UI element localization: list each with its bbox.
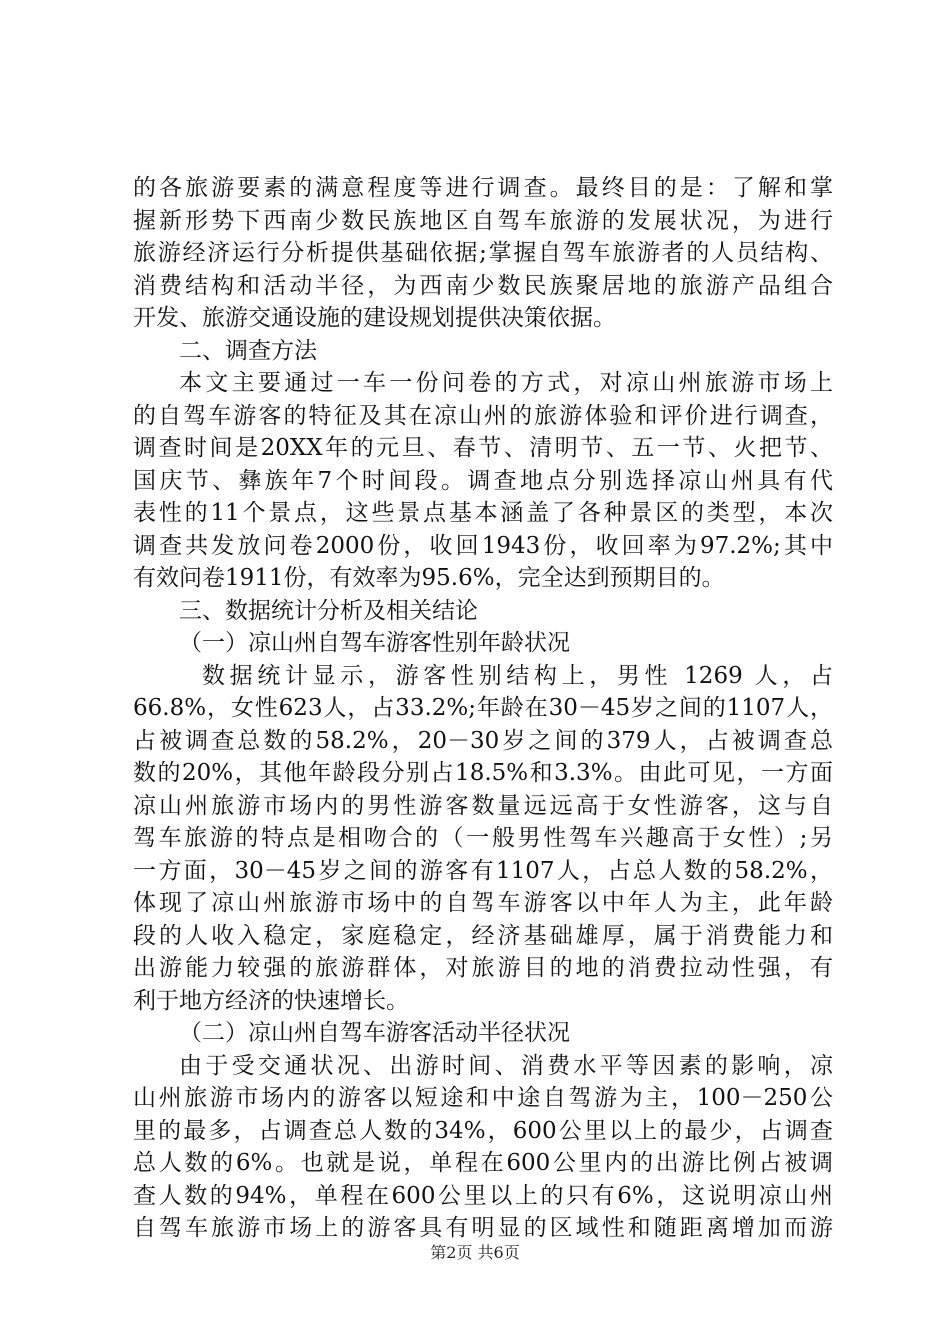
text-line: 数的20%，其他年龄段分别占18.5%和3.3%。由此可见，一方面	[133, 760, 833, 786]
text-line: 的各旅游要素的满意程度等进行调查。最终目的是：了解和掌	[133, 175, 833, 201]
section-heading: 三、数据统计分析及相关结论	[179, 597, 478, 624]
text-line: 占被调查总数的58.2%，20－30岁之间的379人，占被调查总	[133, 727, 833, 754]
text-line: 66.8%，女性623人，占33.2%;年龄在30－45岁之间的1107人，	[133, 695, 833, 721]
text-line: 本文主要通过一车一份问卷的方式，对凉山州旅游市场上	[179, 370, 833, 396]
text-line: 一方面，30－45岁之间的游客有1107人，占总人数的58.2%，	[133, 857, 833, 884]
text-line: 调查共发放问卷2000份，收回1943份，收回率为97.2%;其中	[133, 532, 833, 559]
text-line: 国庆节、彝族年7个时间段。调查地点分别选择凉山州具有代	[133, 467, 833, 494]
section-heading: 二、调查方法	[179, 337, 317, 364]
subsection-heading: （一）凉山州自驾车游客性别年龄状况	[179, 630, 570, 656]
text-line: 有效问卷1911份，有效率为95.6%，完全达到预期目的。	[133, 565, 725, 591]
text-line: 利于地方经济的快速增长。	[133, 987, 409, 1014]
text-line: 山州旅游市场内的游客以短途和中途自驾游为主，100－250公	[133, 1085, 833, 1111]
document-body	[133, 172, 833, 1245]
text-line: 开发、旅游交通设施的建设规划提供决策依据。	[133, 305, 616, 331]
text-line: 体现了凉山州旅游市场中的自驾车游客以中年人为主，此年龄	[133, 890, 833, 916]
text-line: 凉山州旅游市场内的男性游客数量远远高于女性游客，这与自	[133, 792, 833, 819]
subsection-heading: （二）凉山州自驾车游客活动半径状况	[179, 1020, 570, 1046]
text-line: 数据统计显示，游客性别结构上，男性 1269 人，占	[202, 662, 833, 689]
text-line: 自驾车旅游市场上的游客具有明显的区域性和随距离增加而游	[133, 1215, 833, 1241]
text-line: 出游能力较强的旅游群体，对旅游目的地的消费拉动性强，有	[133, 955, 833, 981]
text-line: 表性的11个景点，这些景点基本涵盖了各种景区的类型，本次	[133, 500, 833, 526]
page-number: 第2页 共6页	[430, 1243, 520, 1262]
text-line: 里的最多，占调查总人数的34%，600公里以上的最少，占调查	[133, 1117, 833, 1144]
text-line: 旅游经济运行分析提供基础依据;掌握自驾车旅游者的人员结构、	[133, 240, 833, 266]
text-line: 段的人收入稳定，家庭稳定，经济基础雄厚，属于消费能力和	[133, 922, 833, 949]
text-line: 由于受交通状况、出游时间、消费水平等因素的影响，凉	[179, 1052, 833, 1079]
text-line: 查人数的94%，单程在600公里以上的只有6%，这说明凉山州	[133, 1182, 833, 1209]
text-line: 的自驾车游客的特征及其在凉山州的旅游体验和评价进行调查，	[133, 402, 833, 429]
text-line: 驾车旅游的特点是相吻合的（一般男性驾车兴趣高于女性）;另	[133, 825, 833, 851]
text-line: 总人数的6%。也就是说，单程在600公里内的出游比例占被调	[133, 1150, 833, 1176]
text-line: 握新形势下西南少数民族地区自驾车旅游的发展状况，为进行	[133, 207, 833, 234]
text-line: 消费结构和活动半径，为西南少数民族聚居地的旅游产品组合	[133, 272, 833, 299]
text-line: 调查时间是20XX年的元旦、春节、清明节、五一节、火把节、	[133, 435, 833, 461]
